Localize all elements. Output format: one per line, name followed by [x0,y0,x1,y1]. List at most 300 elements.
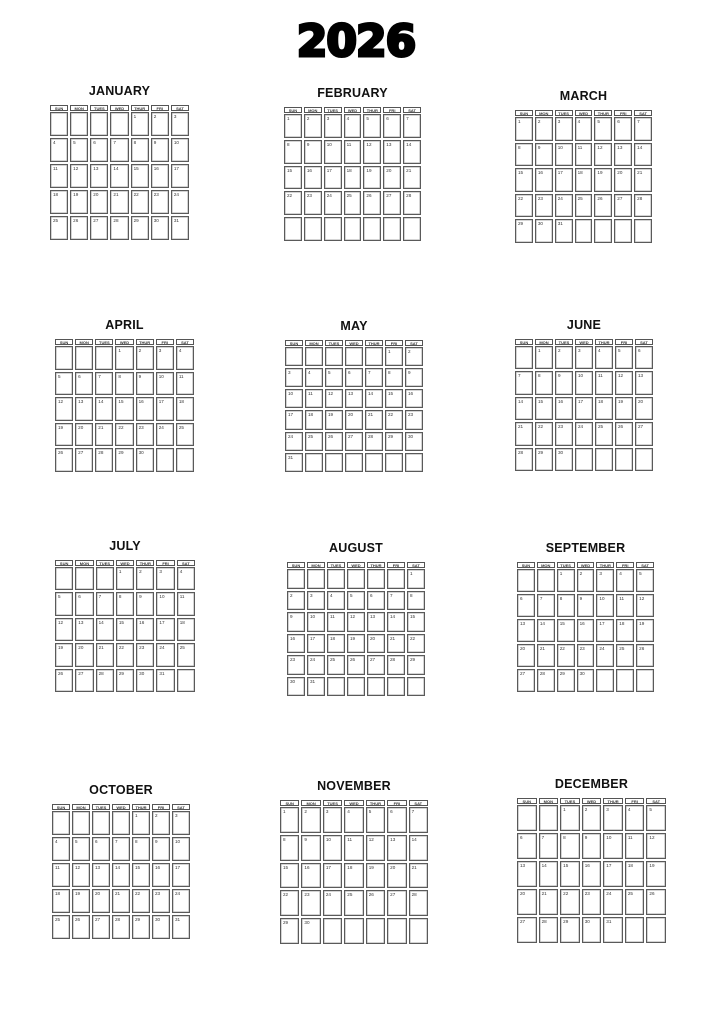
day-cell [171,216,189,240]
day-number: 11 [577,144,583,150]
weekday-header-wed: WED [575,339,593,345]
day-number: 15 [559,621,565,626]
day-cell [560,917,580,943]
day-cell [367,569,385,589]
day-cell [152,863,170,887]
day-cell [409,890,428,916]
day-number: 29 [559,671,565,676]
day-number: 27 [93,218,99,223]
day-number: 28 [637,195,643,201]
weekday-header-thur: THUR [136,560,154,566]
day-cell [132,811,150,835]
day-number: 9 [306,141,310,147]
day-cell [537,669,555,692]
day-number: 2 [584,807,588,812]
day-cell [407,634,425,654]
day-number: 22 [118,645,124,651]
weekday-header-mon: MON [75,560,93,566]
day-cell [603,917,623,943]
month-grid [52,804,190,939]
weekday-header-sat: SAT [172,804,190,810]
day-number: 29 [135,917,141,922]
day-number: 17 [175,865,181,870]
month-title: OCTOBER [89,783,153,797]
day-number: 5 [73,140,76,145]
day-cell [616,594,634,617]
month-grid [285,340,423,472]
day-cell [517,669,535,692]
day-number: 1 [118,569,122,574]
day-number: 23 [138,424,144,430]
day-number: 6 [386,116,389,121]
day-cell [582,917,602,943]
day-cell [363,114,381,138]
day-cell [52,889,70,913]
day-cell [72,915,90,939]
day-cell [323,918,342,944]
day-cell [72,837,90,861]
day-cell [285,389,303,408]
day-cell [385,410,403,429]
day-number: 18 [55,891,61,896]
day-number: 17 [310,635,316,641]
day-number: 9 [138,373,142,379]
day-cell [90,112,108,136]
day-number: 3 [310,592,313,598]
day-number: 8 [559,596,563,601]
weekday-header-fri: FRI [625,798,645,804]
day-number: 13 [348,391,354,397]
day-cell [405,410,423,429]
day-cells [280,807,428,944]
day-number: 31 [288,454,294,460]
day-number: 17 [173,166,179,171]
month-july [55,537,195,692]
day-number: 22 [283,892,289,898]
day-cell [636,669,654,692]
day-number: 2 [155,813,158,818]
day-number: 8 [118,594,122,600]
day-number: 21 [113,192,119,197]
weekday-header-sun: SUN [517,562,535,568]
day-cell [285,410,303,429]
day-cells [287,569,425,696]
day-number: 29 [388,433,394,439]
day-number: 30 [153,218,159,223]
day-cell [537,594,555,617]
day-cell [304,140,322,164]
day-cell [156,397,174,421]
day-number: 15 [518,170,524,176]
day-number: 1 [135,813,138,818]
weekday-header-fri: FRI [383,107,401,113]
day-number: 30 [155,917,161,922]
day-number: 25 [577,195,583,201]
day-cell [535,371,553,394]
day-cell [176,372,194,396]
day-cell [115,448,133,472]
day-cell [615,448,633,471]
day-number: 4 [598,348,601,353]
day-number: 4 [577,119,581,124]
day-cell [535,346,553,369]
day-number: 12 [597,144,603,150]
day-cell [115,372,133,396]
day-cell [280,807,299,833]
day-cell [52,811,70,835]
day-number: 21 [411,864,417,870]
day-number: 12 [368,836,374,842]
weekday-header-wed: WED [115,339,133,345]
day-cell [577,669,595,692]
day-cell [383,217,401,241]
weekday-header-mon: MON [301,800,320,806]
day-cell [347,569,365,589]
day-number: 11 [346,141,352,147]
day-cell [539,889,559,915]
day-number: 17 [325,864,331,870]
day-number: 2 [579,571,583,576]
day-cell [577,619,595,642]
day-number: 27 [78,670,84,676]
day-cell [539,917,559,943]
weekday-header-tues: TUES [555,339,573,345]
day-cell [327,612,345,632]
day-number: 18 [330,635,336,641]
day-number: 7 [541,835,545,840]
day-cell [324,140,342,164]
day-cell [634,219,652,243]
day-number: 7 [98,373,101,379]
day-number: 4 [179,569,183,574]
month-october [52,781,190,939]
day-cell [387,677,405,697]
day-number: 21 [541,891,547,896]
day-number: 4 [347,809,350,814]
day-number: 14 [390,614,396,619]
weekday-header-tues: TUES [96,560,114,566]
day-number: 15 [118,399,124,405]
day-number: 23 [155,891,161,896]
day-cell [176,346,194,370]
day-cell [344,890,363,916]
day-number: 27 [638,424,644,430]
day-number: 20 [386,167,392,173]
day-cell [172,811,190,835]
day-cell [575,168,593,192]
day-number: 13 [520,621,526,626]
day-cell [75,448,93,472]
day-cell [535,194,553,218]
day-number: 19 [58,424,64,430]
month-grid [517,798,666,943]
day-cell [596,669,614,692]
day-cell [555,397,573,420]
day-number: 16 [290,635,296,641]
day-cell [96,618,114,641]
day-number: 19 [328,412,334,418]
day-cell [646,861,666,887]
weekday-header-mon: MON [75,339,93,345]
day-cell [115,397,133,421]
day-cell [285,347,303,366]
day-number: 28 [518,449,524,455]
weekday-header-tues: TUES [324,107,342,113]
day-number: 22 [563,891,569,896]
day-cell [324,191,342,215]
day-cell [304,114,322,138]
day-cell [515,371,533,394]
day-number: 22 [518,195,524,201]
day-cell [555,346,573,369]
month-grid [280,800,428,944]
weekday-header-mon: MON [72,804,90,810]
day-number: 15 [133,166,139,171]
day-number: 31 [606,919,612,924]
day-number: 6 [348,370,351,376]
day-cell [383,166,401,190]
day-cell [635,371,653,394]
day-cell [537,569,555,592]
day-cell [325,389,343,408]
day-number: 7 [113,140,116,145]
day-cell [365,389,383,408]
day-number: 26 [58,670,64,676]
month-september [517,539,654,692]
day-cell [75,397,93,421]
day-number: 1 [559,571,563,576]
day-cell [405,347,423,366]
day-number: 23 [153,192,159,197]
day-number: 28 [411,892,417,898]
day-number: 22 [559,646,565,651]
day-cell [287,612,305,632]
day-cell [116,592,134,615]
day-number: 16 [138,399,144,405]
day-cell [515,194,533,218]
day-number: 26 [618,424,624,430]
month-title: AUGUST [329,541,383,555]
day-cell [304,217,322,241]
day-cell [72,889,90,913]
day-number: 22 [388,412,394,418]
day-cell [517,861,537,887]
day-cell [75,372,93,396]
weekday-header-thur: THUR [366,800,385,806]
month-may [285,317,423,472]
day-cell [555,371,573,394]
day-cell [172,889,190,913]
month-title: APRIL [105,318,144,332]
day-number: 28 [98,450,104,456]
weekday-header-row [515,339,653,345]
day-cell [55,397,73,421]
day-cell [136,567,154,590]
day-number: 16 [584,863,590,868]
day-number: 5 [368,809,372,814]
day-cell [156,643,174,666]
day-cell [115,346,133,370]
day-cell [136,643,154,666]
month-title: JUNE [566,318,602,332]
day-cell [560,833,580,859]
day-number: 10 [159,594,165,600]
day-cell [625,889,645,915]
day-cell [280,863,299,889]
day-cell [287,677,305,697]
day-cell [625,805,645,831]
day-cell [96,592,114,615]
day-cell [176,448,194,472]
month-title: SEPTEMBER [545,541,626,555]
day-number: 6 [93,140,96,145]
day-number: 27 [520,671,526,676]
day-cell [387,591,405,611]
day-number: 3 [175,813,178,818]
day-cell [365,410,383,429]
day-cell [365,368,383,387]
day-cell [405,389,423,408]
day-cells [285,347,423,472]
day-cell [616,644,634,667]
weekday-header-sat: SAT [634,110,652,116]
day-number: 16 [155,865,161,870]
day-number: 5 [75,839,78,844]
day-cell [136,669,154,692]
day-number: 12 [58,619,64,625]
day-cell [366,918,385,944]
weekday-header-wed: WED [344,800,363,806]
day-cell [95,448,113,472]
day-number: 16 [139,619,145,625]
day-number: 10 [557,144,563,150]
weekday-header-fri: FRI [152,804,170,810]
day-cell [305,410,323,429]
month-june [515,316,653,471]
day-number: 2 [153,114,157,119]
day-cell [136,618,154,641]
weekday-header-mon: MON [535,110,553,116]
month-march [515,87,652,243]
day-cell [131,138,149,162]
day-number: 24 [599,646,605,651]
day-cell [575,143,593,167]
day-number: 1 [518,119,521,124]
day-number: 16 [306,167,312,173]
day-number: 10 [288,391,294,397]
day-cell [347,591,365,611]
day-number: 26 [649,891,655,896]
day-cell [131,216,149,240]
weekday-header-tues: TUES [92,804,110,810]
day-number: 17 [288,412,294,418]
day-cell [517,569,535,592]
day-cell [515,422,533,445]
day-number: 21 [637,170,643,176]
day-cells [50,112,189,240]
day-number: 23 [579,646,585,651]
day-cell [595,371,613,394]
day-number: 2 [139,569,142,574]
weekday-header-tues: TUES [323,800,342,806]
day-cell [307,677,325,697]
day-cell [555,117,573,141]
day-number: 9 [584,835,588,840]
day-cell [646,805,666,831]
day-cell [575,117,593,141]
day-cell [555,448,573,471]
day-cell [345,347,363,366]
day-cell [517,644,535,667]
day-cell [131,190,149,214]
weekday-header-mon: MON [539,798,559,804]
day-number: 12 [73,166,79,171]
day-cell [305,453,323,472]
day-cell [555,194,573,218]
day-number: 25 [347,892,353,898]
day-number: 23 [558,424,564,430]
day-cell [52,915,70,939]
day-number: 20 [78,424,84,430]
day-cell [75,423,93,447]
day-number: 12 [366,141,372,147]
day-cell [344,217,362,241]
day-cell [365,432,383,451]
day-number: 28 [368,433,374,439]
weekday-header-tues: TUES [90,105,108,111]
day-cell [344,807,363,833]
day-cell [614,219,632,243]
day-cell [327,677,345,697]
day-number: 18 [179,619,185,625]
day-number: 14 [637,144,643,150]
day-cell [136,346,154,370]
day-cell [131,164,149,188]
day-number: 26 [328,433,334,439]
day-number: 22 [287,193,293,199]
day-number: 19 [350,635,356,641]
weekday-header-sat: SAT [409,800,428,806]
day-number: 28 [541,919,547,924]
day-number: 26 [639,646,645,651]
day-number: 22 [135,891,141,896]
day-number: 7 [518,373,521,379]
weekday-header-mon: MON [535,339,553,345]
day-number: 9 [558,373,561,379]
day-cell [615,397,633,420]
day-cell [55,618,73,641]
day-cell [156,592,174,615]
day-number: 4 [308,370,311,376]
weekday-header-thur: THUR [365,340,383,346]
day-number: 17 [599,621,605,626]
year-title: 2026 [296,16,416,67]
day-cell [325,432,343,451]
day-cell [603,861,623,887]
day-number: 23 [139,645,145,651]
day-number: 17 [578,398,584,404]
day-cell [515,346,533,369]
day-number: 6 [617,119,620,124]
day-cell [177,567,195,590]
day-cell [305,432,323,451]
day-cell [594,219,612,243]
day-cell [285,432,303,451]
month-grid [284,107,421,241]
day-cell [305,389,323,408]
day-cell [151,112,169,136]
day-number: 28 [98,670,104,676]
